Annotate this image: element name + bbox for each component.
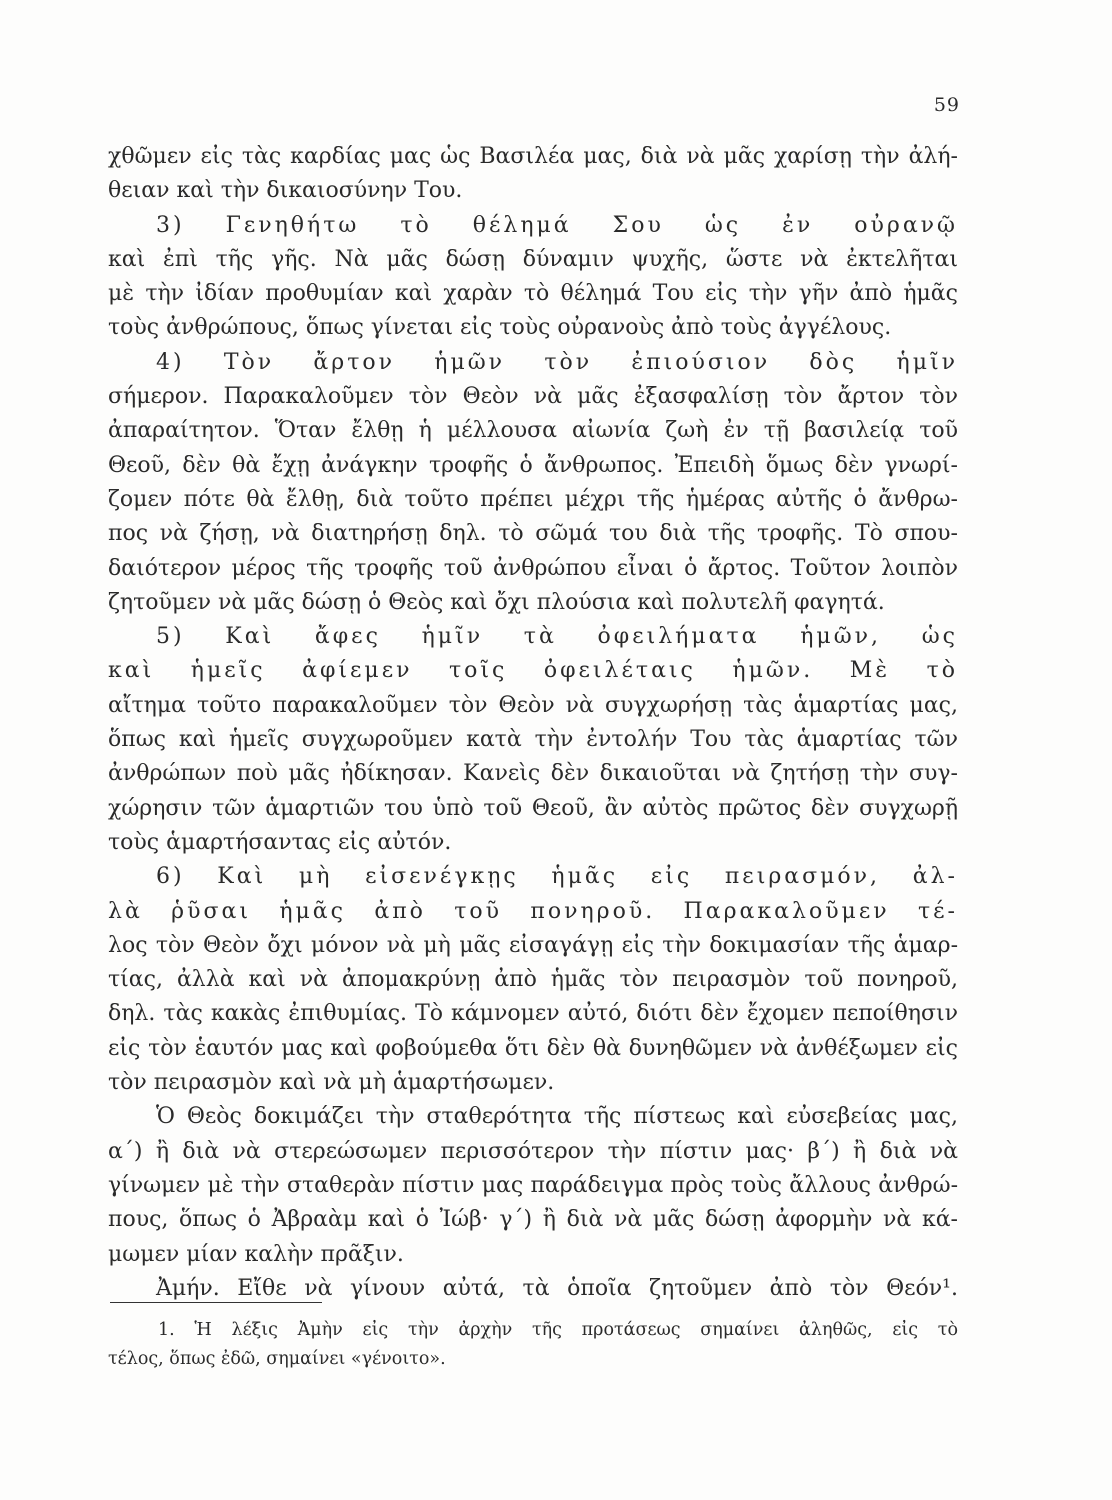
text-line: χθῶμεν εἰς τὰς καρδίας μας ὡς Βασιλέα μας, διὰ νὰ μᾶς χαρίσῃ τὴν ἀλή- (108, 144, 958, 169)
text-line: ἀνθρώπων ποὺ μᾶς ἠδίκησαν. Κανεὶς δὲν δικαιοῦται νὰ ζητήσῃ τὴν συγ- (108, 761, 958, 787)
footnote-divider (110, 1302, 322, 1303)
text-line: καὶ ἡμεῖς ἀφίεμεν τοῖς ὀφειλέταις ἡμῶν. Μὲ τὸ (108, 658, 958, 684)
body-text (108, 140, 958, 1306)
text-line: τὸν πειρασμὸν καὶ νὰ μὴ ἁμαρτήσωμεν. (108, 1070, 555, 1096)
text-line: μὲ τὴν ἰδίαν προθυμίαν καὶ χαρὰν τὸ θέλημά Του εἰς τὴν γῆν ἀπὸ ἡμᾶς (108, 281, 958, 307)
text-line: τοὺς ἀνθρώπους, ὅπως γίνεται εἰς τοὺς οὐρανοὺς ἀπὸ τοὺς ἀγγέλους. (108, 315, 892, 341)
text-line: πους, ὅπως ὁ Ἀβραὰμ καὶ ὁ Ἰώβ· γ΄) ἢ διὰ νὰ μᾶς δώσῃ ἀφορμὴν νὰ κά- (108, 1207, 958, 1233)
text-line: Ἀμήν. Εἴθε νὰ γίνουν αὐτά, τὰ ὁποῖα ζητοῦμεν ἀπὸ τὸν Θεόν¹. (156, 1275, 958, 1301)
page-number: 59 (933, 94, 960, 116)
text-line: 6) Καὶ μὴ εἰσενέγκῃς ἡμᾶς εἰς πειρασμόν, ἀλ- (156, 864, 958, 890)
text-line: Ὁ Θεὸς δοκιμάζει τὴν σταθερότητα τῆς πίστεως καὶ εὐσεβείας μας, (156, 1104, 958, 1130)
text-line: τοὺς ἁμαρτήσαντας εἰς αὐτόν. (108, 829, 452, 855)
text-line: γίνωμεν μὲ τὴν σταθερὰν πίστιν μας παράδειγμα πρὸς τοὺς ἄλλους ἀνθρώ- (108, 1172, 958, 1198)
text-line: αἴτημα τοῦτο παρακαλοῦμεν τὸν Θεὸν νὰ συγχωρήσῃ τὰς ἁμαρτίας μας, (108, 692, 958, 718)
text-line: εἰς τὸν ἑαυτόν μας καὶ φοβούμεθα ὅτι δὲν θὰ δυνηθῶμεν νὰ ἀνθέξωμεν εἰς (108, 1035, 958, 1061)
footnote-line: 1. Ἡ λέξις Ἀμὴν εἰς τὴν ἀρχὴν τῆς προτάσεως σημαίνει ἀληθῶς, εἰς τὸ (158, 1320, 958, 1340)
text-line: ὅπως καὶ ἡμεῖς συγχωροῦμεν κατὰ τὴν ἐντολήν Του τὰς ἁμαρτίας τῶν (108, 727, 958, 753)
text-line: α΄) ἢ διὰ νὰ στερεώσωμεν περισσότερον τὴν πίστιν μας· β΄) ἢ διὰ νὰ (108, 1138, 958, 1164)
text-line: 3) Γενηθήτω τὸ θέλημά Σου ὡς ἐν οὐρανῷ (156, 212, 958, 238)
text-line: ἀπαραίτητον. Ὅταν ἔλθῃ ἡ μέλλουσα αἰωνία ζωὴ ἐν τῇ βασιλείᾳ τοῦ (108, 418, 958, 444)
text-line: δαιότερον μέρος τῆς τροφῆς τοῦ ἀνθρώπου εἶναι ὁ ἄρτος. Τοῦτον λοιπὸν (108, 555, 958, 581)
text-line: σήμερον. Παρακαλοῦμεν τὸν Θεὸν νὰ μᾶς ἐξασφαλίσῃ τὸν ἄρτον τὸν (108, 384, 958, 410)
text-line: ζητοῦμεν νὰ μᾶς δώσῃ ὁ Θεὸς καὶ ὄχι πλούσια καὶ πολυτελῆ φαγητά. (108, 589, 885, 615)
text-line: ζομεν πότε θὰ ἔλθῃ, διὰ τοῦτο πρέπει μέχρι τῆς ἡμέρας αὐτῆς ὁ ἄνθρω- (108, 486, 958, 512)
text-line: θειαν καὶ τὴν δικαιοσύνην Του. (108, 178, 463, 204)
text-line: καὶ ἐπὶ τῆς γῆς. Νὰ μᾶς δώσῃ δύναμιν ψυχῆς, ὥστε νὰ ἐκτελῆται (108, 246, 958, 272)
text-line: λος τὸν Θεὸν ὄχι μόνον νὰ μὴ μᾶς εἰσαγάγῃ εἰς τὴν δοκιμασίαν τῆς ἁμαρ- (108, 932, 958, 958)
text-line: χώρησιν τῶν ἁμαρτιῶν του ὑπὸ τοῦ Θεοῦ, ἂν αὐτὸς πρῶτος δὲν συγχωρῇ (108, 795, 958, 821)
text-line: δηλ. τὰς κακὰς ἐπιθυμίας. Τὸ κάμνομεν αὐτό, διότι δὲν ἔχομεν πεποίθησιν (108, 1001, 958, 1027)
text-line: πος νὰ ζήσῃ, νὰ διατηρήσῃ δηλ. τὸ σῶμά του διὰ τῆς τροφῆς. Τὸ σπου- (108, 521, 958, 547)
text-line: λὰ ῥῦσαι ἡμᾶς ἀπὸ τοῦ πονηροῦ. Παρακαλοῦμεν τέ- (108, 898, 958, 924)
text-line: τίας, ἀλλὰ καὶ νὰ ἀπομακρύνῃ ἀπὸ ἡμᾶς τὸν πειρασμὸν τοῦ πονηροῦ, (108, 967, 958, 993)
text-line: μωμεν μίαν καλὴν πρᾶξιν. (108, 1241, 404, 1267)
footnote-line: τέλος, ὅπως ἐδῶ, σημαίνει «γένοιτο». (108, 1349, 446, 1369)
text-line: Θεοῦ, δὲν θὰ ἔχῃ ἀνάγκην τροφῆς ὁ ἄνθρωπος. Ἐπειδὴ ὅμως δὲν γνωρί- (108, 452, 958, 478)
text-line: 4) Τὸν ἄρτον ἡμῶν τὸν ἐπιούσιον δὸς ἡμῖν (156, 349, 958, 375)
footnote (108, 1316, 958, 1374)
text-line: 5) Καὶ ἄφες ἡμῖν τὰ ὀφειλήματα ἡμῶν, ὡς (156, 624, 958, 650)
